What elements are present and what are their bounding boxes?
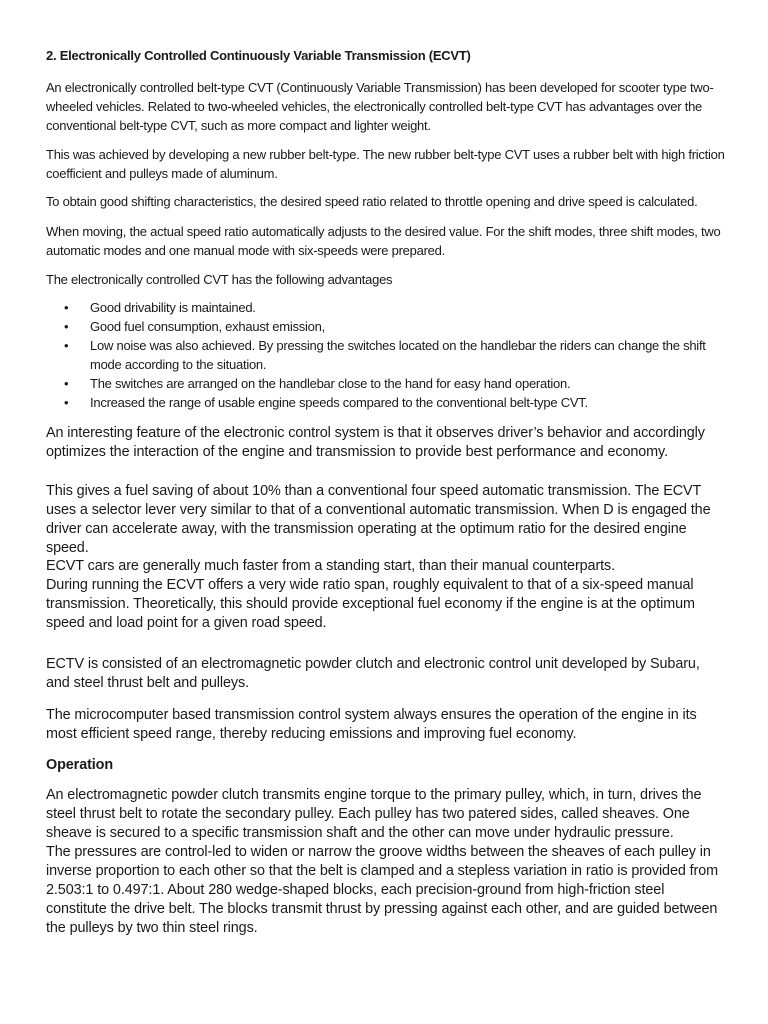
advantages-list xyxy=(46,298,726,412)
paragraph-ratio-span: During running the ECVT offers a very wide ratio span, roughly equivalent to that of a six-speed manual transmission. Theoretically, this should provide exceptional fuel economy if the engine is at the optimum speed and load point for a given road speed. xyxy=(46,577,695,631)
paragraph-operation-clutch: An electromagnetic powder clutch transmits engine torque to the primary pulley, which, in turn, drives the steel thrust belt to rotate the secondary pulley. Each pulley has two patered sides, called sheaves. One sheave is secured to a specific transmission shaft and the other can move under hydraulic pressure. xyxy=(46,787,702,841)
bullet-icon: • xyxy=(64,319,69,334)
paragraph-ectv-components: ECTV is consisted of an electromagnetic powder clutch and electronic control unit developed by Subaru, and steel thrust belt and pulleys. xyxy=(46,656,700,691)
list-item: • Good drivability is maintained. xyxy=(64,300,256,315)
list-item: • Increased the range of usable engine speeds compared to the conventional belt-type CVT. xyxy=(64,395,588,410)
paragraph-shifting: To obtain good shifting characteristics, the desired speed ratio related to throttle opening and drive speed is calculated. xyxy=(46,194,698,209)
list-item: • Good fuel consumption, exhaust emission, xyxy=(64,319,325,334)
bullet-icon: • xyxy=(64,395,69,410)
operation-heading: Operation xyxy=(46,757,114,773)
paragraph-intro: An electronically controlled belt-type CVT (Continuously Variable Transmission) has been developed for scooter type two-wheeled vehicles. Related to two-wheeled vehicles, the electronically controlled belt-type CVT has advantages over the conventional belt-type CVT, such as more compact and lighter weight. xyxy=(46,80,714,133)
paragraph-shift-modes: When moving, the actual speed ratio automatically adjusts to the desired value. For the shift modes, three shift modes, two automatic modes and one manual mode with six-speeds were prepared. xyxy=(46,224,721,258)
paragraph-fuel-saving: This gives a fuel saving of about 10% than a conventional four speed automatic transmission. The ECVT uses a selector lever very similar to that of a conventional automatic transmission. When D is engaged the driver can accelerate away, with the transmission operating at the optimum ratio for the desired engine speed. xyxy=(46,483,711,556)
paragraph-microcomputer: The microcomputer based transmission control system always ensures the operation of the engine in its most efficient speed range, thereby reducing emissions and improving fuel economy. xyxy=(46,707,697,742)
paragraph-advantages-intro: The electronically controlled CVT has the following advantages xyxy=(46,272,393,287)
list-item: • The switches are arranged on the handlebar close to the hand for easy hand operation. xyxy=(64,376,571,391)
list-item: • Low noise was also achieved. By pressing the switches located on the handlebar the riders can change the shift mode according to the situation. xyxy=(64,338,706,372)
paragraph-rubber-belt: This was achieved by developing a new rubber belt-type. The new rubber belt-type CVT uses a rubber belt with high friction coefficient and pulleys made of aluminum. xyxy=(46,147,725,181)
bullet-icon: • xyxy=(64,376,69,391)
bullet-icon: • xyxy=(64,338,69,353)
paragraph-operation-pressures: The pressures are control-led to widen or narrow the groove widths between the sheaves of each pulley in inverse proportion to each other so that the belt is clamped and a stepless variation in ratio is provided from 2.503:1 to 0.497:1. About 280 wedge-shaped blocks, each precision-ground from high-friction steel constitute the drive belt. The blocks transmit thrust by pressing against each other, and are guided between the pulleys by two thin steel rings. xyxy=(46,844,719,936)
paragraph-standing-start: ECVT cars are generally much faster from a standing start, than their manual counterparts. xyxy=(46,558,616,574)
bullet-icon: • xyxy=(64,300,69,315)
section-heading: 2. Electronically Controlled Continuously Variable Transmission (ECVT) xyxy=(46,48,471,63)
paragraph-driver-behavior: An interesting feature of the electronic control system is that it observes driver’s behavior and accordingly optimizes the interaction of the engine and transmission to provide best performance and economy. xyxy=(46,425,705,460)
